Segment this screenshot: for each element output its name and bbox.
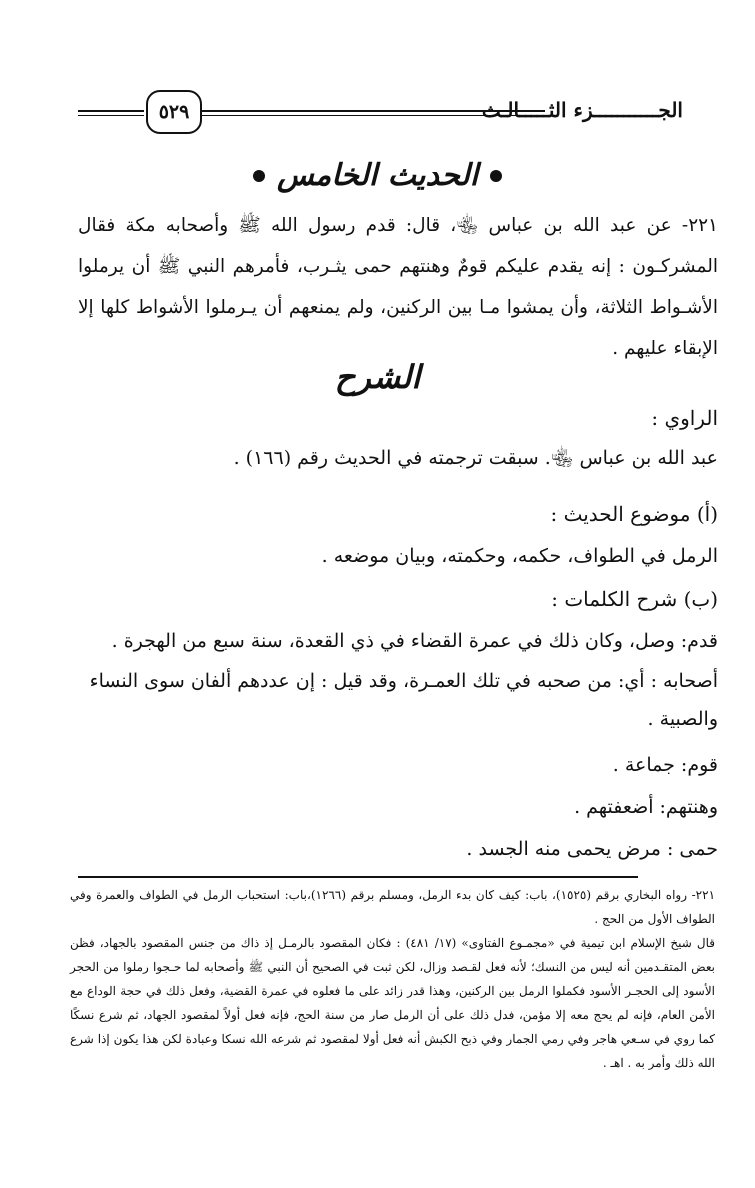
footnote-entry: قال شيخ الإسلام ابن تيمية في «مجمـوع الفتاوى» (١٧/ ٤٨١) : فكان المقصود بالرمـل إذ ذاك من جنس المقصود بالجهاد، فظن بعض المتقـدمين أنه ليس من النسك؛ لأنه فعل لقـصد وزال، لكن ثبت في الصحيح أن النبي ﷺ وأصحابه لما حـجوا رملوا من الحجر الأسود إلى الحجـر الأسود فكملوا الرمل بين الركنين، وهذا قدر زائد على ما فعلوه في عمرة القضية، وفعل ذلك في حجة الوداع مع الأمن العام، فإنه لم يحج معه إلا مؤمن، فدل ذلك على أن الرمل صار من سنة الحج، فإنه فعل أولاً لمقصود الجهاد، ثم شرع نسكًا كما روي في سـعي هاجر وفي رمي الجمار وفي ذبح الكبش أنه فعل أولا لمقصود ثم شرعه الله نسكا وعبادة لكن هذا يكون إذا شرع الله ذلك وأمر به . اهـ . bbox=[70, 936, 716, 1070]
footnote-separator bbox=[78, 876, 638, 878]
word-entry: قوم: جماعة . bbox=[612, 754, 718, 776]
words-label: (ب) شرح الكلمات : bbox=[551, 587, 718, 611]
topic-text: الرمل في الطواف، حكمه، وحكمته، وبيان موضعه . bbox=[321, 545, 718, 567]
topic-label: (أ) موضوع الحديث : bbox=[550, 502, 718, 526]
bullet-icon bbox=[253, 170, 265, 182]
header-rule-left bbox=[78, 110, 144, 116]
footnote-entry: ٢٢١- رواه البخاري برقم (١٥٢٥)، باب: كيف كان بدء الرمل، ومسلم برقم (١٢٦٦)،باب: استحباب الرمل في الطواف والعمرة وفي الطواف الأول من الحج . bbox=[70, 888, 716, 926]
rawi-section bbox=[78, 398, 718, 478]
words-section bbox=[78, 578, 718, 870]
topic-section bbox=[78, 493, 718, 577]
running-title: الجـــــــــــزء الثـــــالـث bbox=[481, 98, 683, 122]
word-entry: أصحابه : أي: من صحبه في تلك العمـرة، وقد قيل : إن عددهم ألفان سوى النساء والصبية . bbox=[89, 670, 718, 730]
page-header bbox=[78, 88, 683, 148]
bullet-icon bbox=[490, 170, 502, 182]
hadith-heading bbox=[0, 158, 755, 193]
rawi-label: الراوي : bbox=[651, 406, 718, 430]
footnotes bbox=[70, 883, 715, 1075]
page-number: ٥٢٩ bbox=[146, 90, 202, 134]
rawi-text: عبد الله بن عباس ﵄. سبقت ترجمته في الحديث رقم (١٦٦) . bbox=[233, 447, 718, 469]
sharh-heading: الشرح bbox=[334, 358, 421, 396]
hadith-paragraph: ٢٢١- عن عبد الله بن عباس ﵄، قال: قدم رسول الله ﷺ وأصحابه مكة فقال المشركـون : إنه يقدم عليكم قومٌ وهنتهم حمى يثـرب، فأمرهم النبي ﷺ أن يرملوا الأشـواط الثلاثة، وأن يمشوا مـا بين الركنين، ولم يمنعهم أن يـرملوا الأشواط كلها إلا الإبقاء عليهم . bbox=[78, 215, 718, 359]
hadith-text bbox=[78, 205, 718, 369]
word-entry: حمى : مرض يحمى منه الجسد . bbox=[466, 838, 718, 860]
hadith-heading-text: الحديث الخامس bbox=[276, 158, 479, 193]
word-entry: وهنتهم: أضعفتهم . bbox=[574, 796, 718, 818]
word-entry: قدم: وصل، وكان ذلك في عمرة القضاء في ذي القعدة، سنة سبع من الهجرة . bbox=[111, 630, 718, 652]
